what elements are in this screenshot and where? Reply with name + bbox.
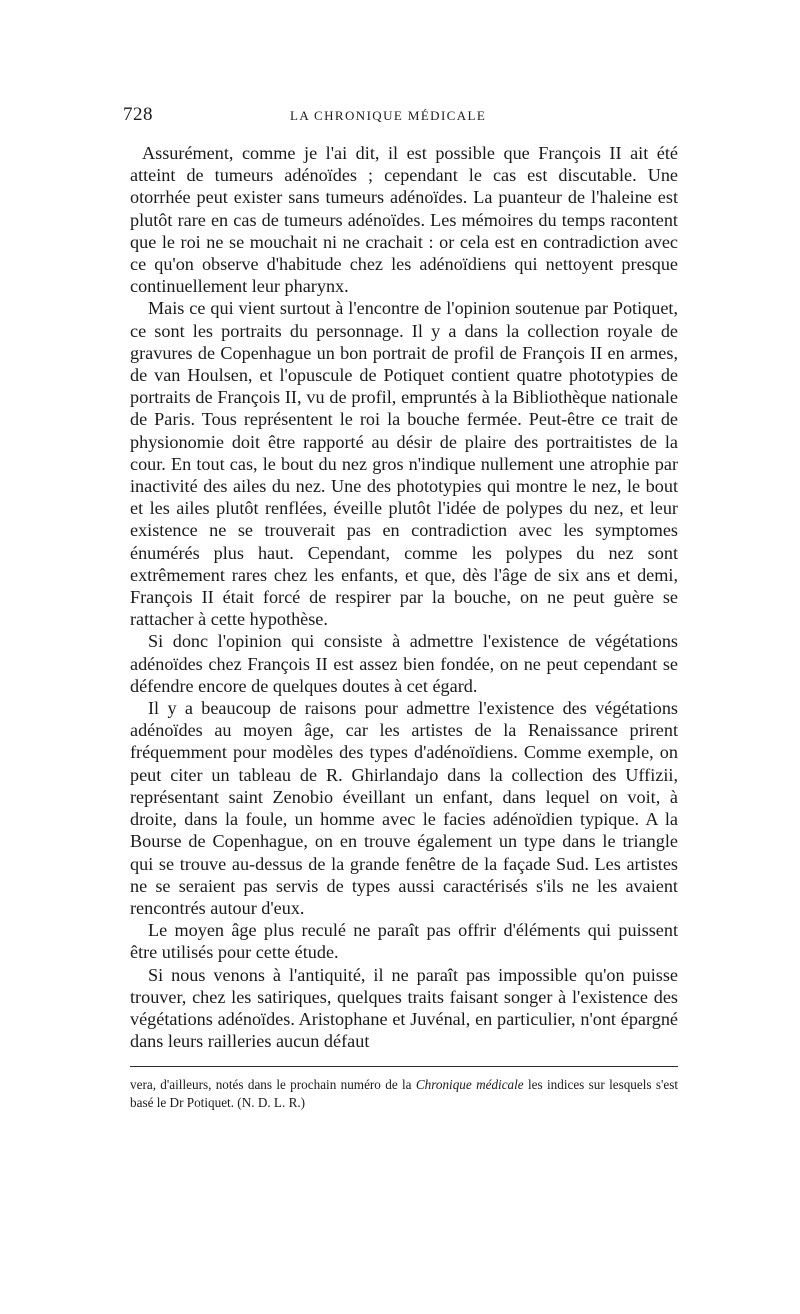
paragraph: Assurément, comme je l'ai dit, il est possible que François II ait été atteint de tumeurs adénoïdes ; cependant le cas est discutable. Une otorrhée peut exister sans tumeurs adénoïdes. La puanteur de l'haleine est plutôt rare en cas de tumeurs adénoïdes. Les mémoires du temps racontent que le roi ne se mouchait ni ne crachait : or cela est en contradiction avec ce qu'on observe d'habitude chez les adénoïdiens qui nettoyent presque continuellement leur pharynx. bbox=[130, 143, 678, 297]
journal-title: LA CHRONIQUE MÉDICALE bbox=[290, 108, 487, 123]
article-body bbox=[130, 142, 678, 1052]
page-number: 728 bbox=[123, 104, 153, 125]
footnote-journal-title: Chronique médicale bbox=[415, 1077, 524, 1093]
paragraph: Le moyen âge plus reculé ne paraît pas offrir d'éléments qui puissent être utilisés pour cette étude. bbox=[130, 920, 678, 963]
page bbox=[123, 104, 679, 1112]
running-head bbox=[123, 104, 678, 128]
paragraph: Il y a beaucoup de raisons pour admettre l'existence des végétations adénoïdes au moyen âge, car les artistes de la Renaissance prirent fréquemment pour modèles des types d'adénoïdiens. Comme exemple, on peut citer un tableau de R. Ghirlandajo dans la collection des Uffizii, représentant saint Zenobio éveillant un enfant, dans lequel on voit, à droite, dans la foule, un homme avec le facies adénoïdien typique. A la Bourse de Copenhague, on en trouve également un type dans le triangle qui se trouve au-dessus de la grande fenêtre de la façade Sud. Les artistes ne se seraient pas servis de types aussi caractérisés s'ils ne les avaient rencontrés autour d'eux. bbox=[130, 698, 678, 918]
paragraph: Si nous venons à l'antiquité, il ne paraît pas impossible qu'on puisse trouver, chez les satiriques, quelques traits faisant songer à l'existence des végétations adénoïdes. Aristophane et Juvénal, en particulier, n'ont épargné dans leurs railleries aucun défaut bbox=[130, 964, 678, 1052]
footnote-divider bbox=[130, 1066, 678, 1067]
paragraph: Si donc l'opinion qui consiste à admettre l'existence de végétations adénoïdes chez François II est assez bien fondée, on ne peut cependant se défendre encore de quelques doutes à cet égard. bbox=[130, 631, 678, 696]
footnote-lead: vera, d'ailleurs, notés dans le prochain numéro de la bbox=[130, 1077, 412, 1093]
paragraph: Mais ce qui vient surtout à l'encontre de l'opinion soutenue par Potiquet, ce sont les portraits du personnage. Il y a dans la collection royale de gravures de Copenhague un bon portrait de profil de François II en armes, de van Houlsen, et l'opuscule de Potiquet contient quatre phototypies de portraits de François II, vu de profil, empruntés à la Bibliothèque nationale de Paris. Tous représentent le roi la bouche fermée. Peut-être ce trait de physionomie doit être rapporté au désir de plaire des portraitistes de la cour. En tout cas, le bout du nez gros n'indique nullement une atrophie par inactivité des ailes du nez. Une des phototypies qui montre le nez, le bout et les ailes plutôt renflées, éveille plutôt l'idée de polypes du nez, et leur existence ne se trouverait pas en contradiction avec les symptomes énumérés plus haut. Cependant, comme les polypes du nez sont extrêmement rares chez les enfants, et que, dès l'âge de six ans et demi, François II était forcé de respirer par la bouche, on ne peut guère se rattacher à cette hypothèse. bbox=[130, 298, 678, 630]
footnote bbox=[130, 1076, 678, 1112]
footnote-tail: les indices sur lesquels s'est basé le Dr Potiquet. (N. D. L. R.) bbox=[130, 1077, 679, 1111]
